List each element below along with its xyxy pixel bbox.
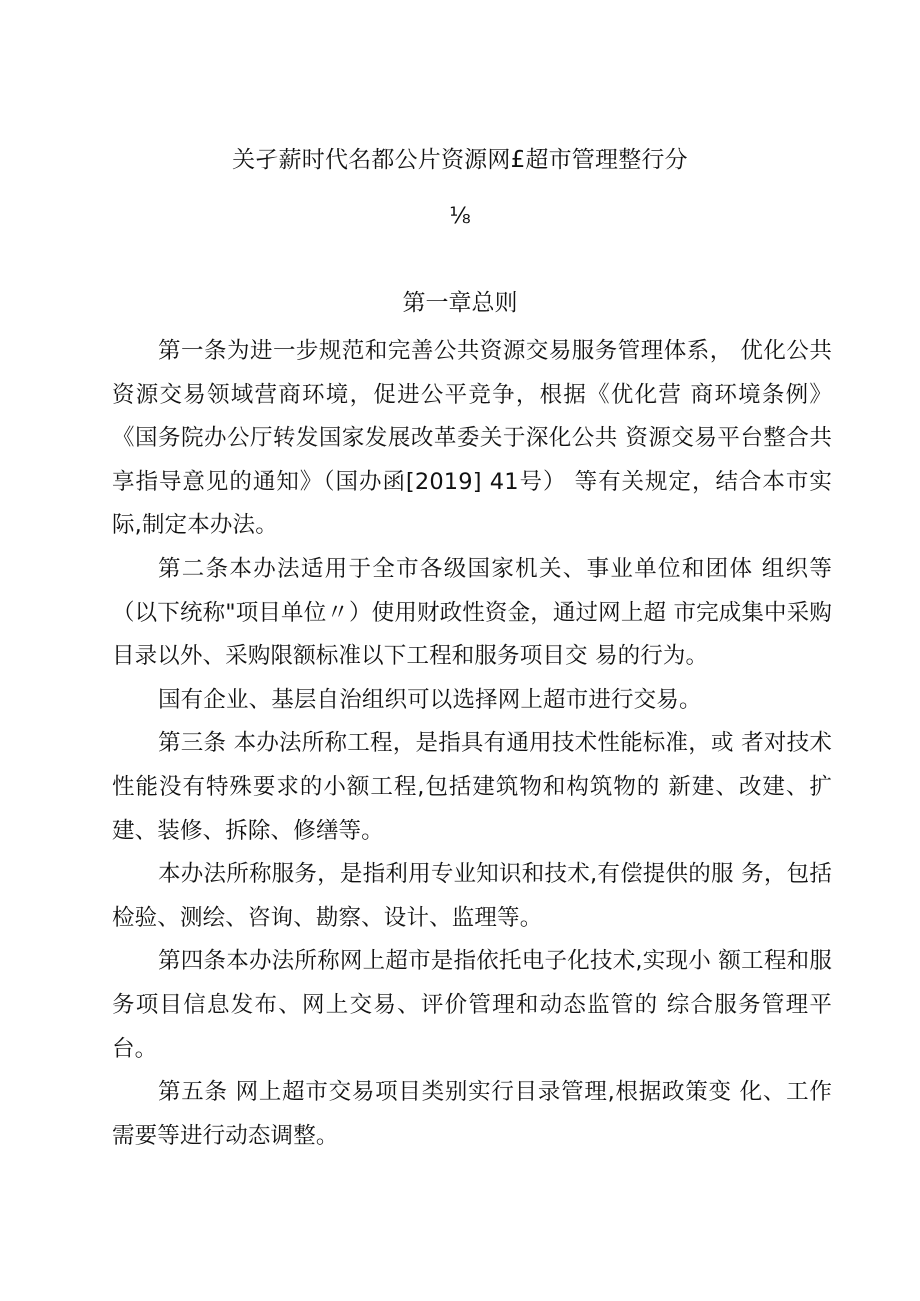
document-body: [112, 330, 832, 1158]
article-4-paragraph: 第四条本办法所称网上超市是指依托电子化技术,实现小 额工程和服务项目信息发布、网上交易、评价管理和动态监管的 综合服务管理平台。: [112, 948, 832, 1062]
article-2-paragraph: 第二条本办法适用于全市各级国家机关、事业单位和团体 组织等（以下统称"项目单位〃）使用财政性资金，通过网上超 市完成集中采购目录以外、采购限额标准以下工程和服务项目交 易的行为。: [112, 555, 832, 670]
article-2-supplement-paragraph: 国有企业、基层自治组织可以选择网上超市进行交易。: [158, 686, 702, 713]
article-1-paragraph: 第一条为进一步规范和完善公共资源交易服务管理体系， 优化公共资源交易领域营商环境，促进公平竞争，根据《优化营 商环境条例》《国务院办公厅转发国家发展改革委关于深化公共 资源交易平台整合共享指导意见的通知》（国办函[2019] 41号） 等有关规定，结合本市实际,制定本办法。: [112, 338, 832, 539]
chapter-heading: 第一章总则: [402, 290, 518, 316]
document-title: 关孑薪时代名都公片资源网£超市管理整行分: [232, 147, 688, 173]
article-3-supplement-paragraph: 本办法所称服务，是指利用专业知识和技术,有偿提供的服 务，包括检验、测绘、咨询、勘察、设计、监理等。: [112, 861, 832, 931]
document-subtitle: ⅛: [449, 204, 471, 229]
article-3-paragraph: 第三条 本办法所称工程，是指具有通用技术性能标准，或 者对技术性能没有特殊要求的小额工程,包括建筑物和构筑物的 新建、改建、扩建、装修、拆除、修缮等。: [112, 730, 832, 844]
article-5-paragraph: 第五条 网上超市交易项目类别实行目录管理,根据政策变 化、工作需要等进行动态调整。: [112, 1079, 832, 1149]
